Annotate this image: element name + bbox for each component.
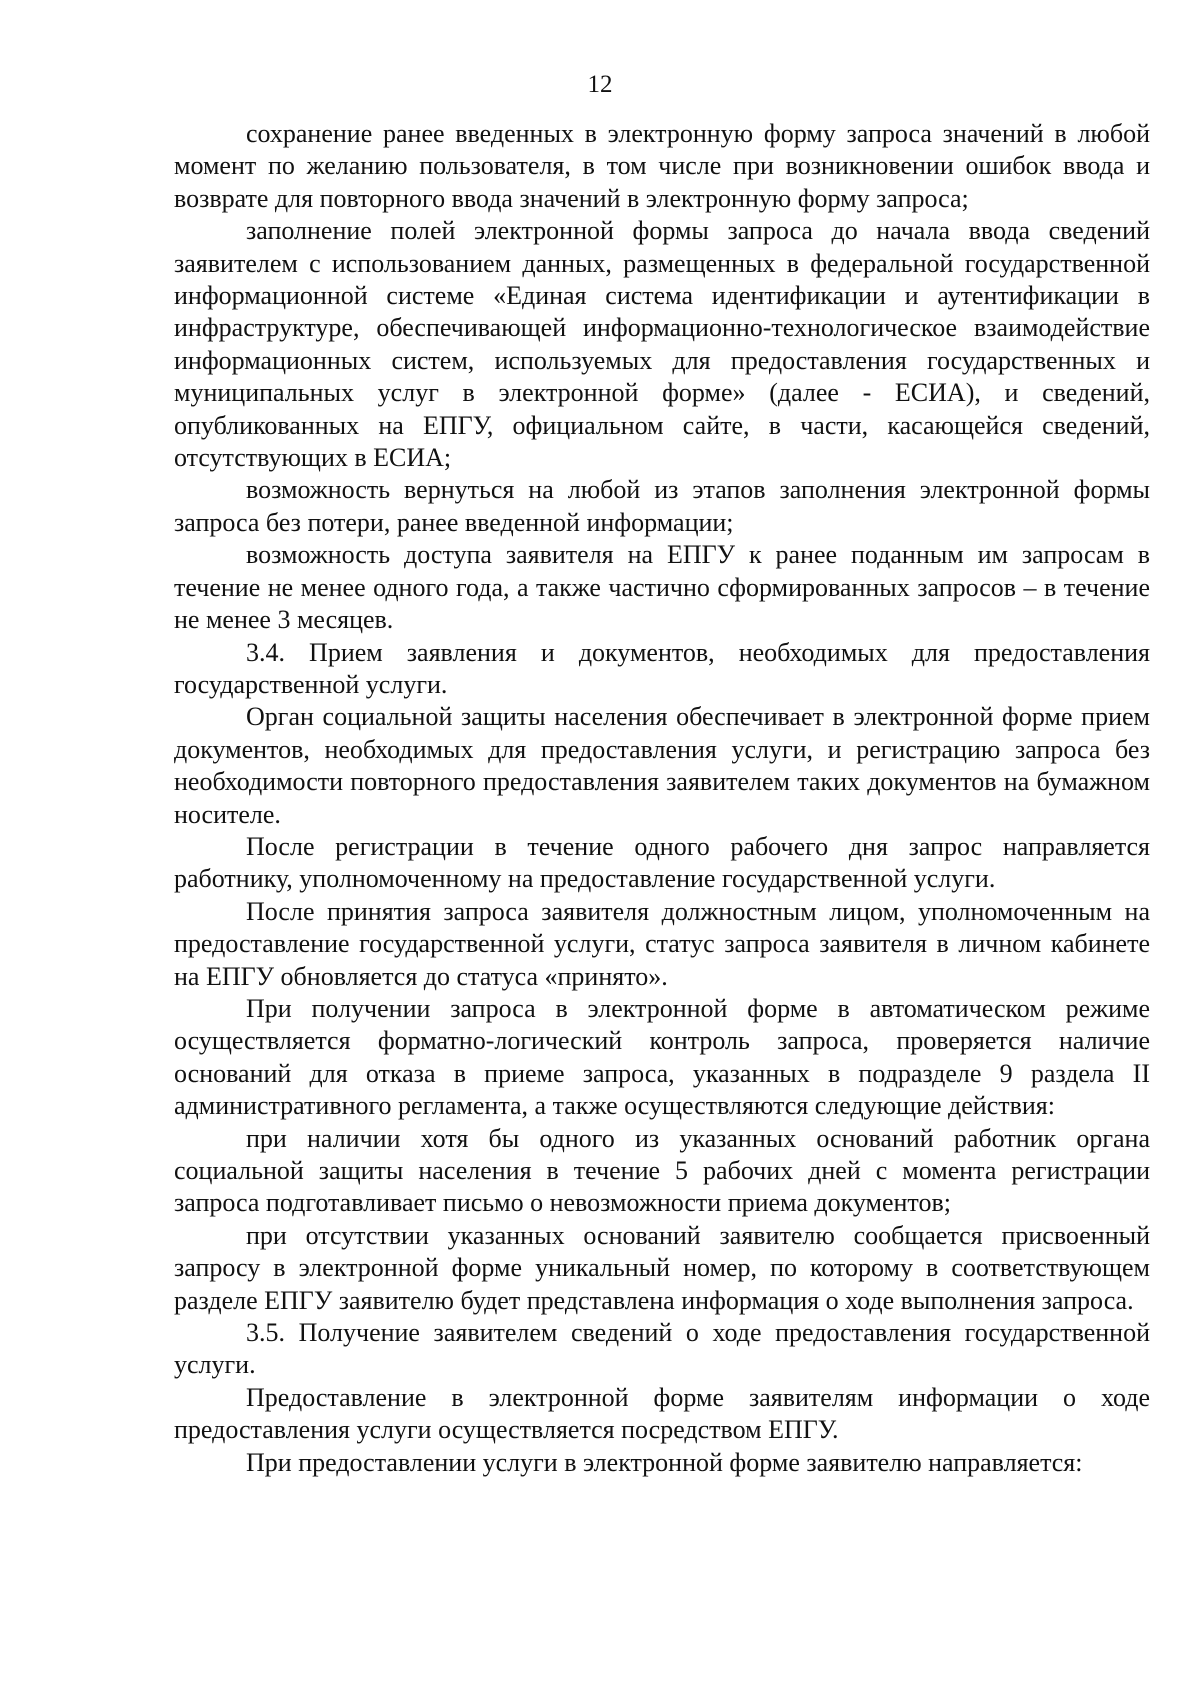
paragraph-sent-to-applicant: При предоставлении услуги в электронной форме заявителю направляется:	[246, 1447, 1083, 1477]
paragraph-after-registration: После регистрации в течение одного рабочего дня запрос направляется работнику, уполномоченному на предоставление государственной услуги.	[174, 831, 1150, 894]
page-number: 12	[587, 71, 613, 98]
document-body	[174, 118, 1150, 1479]
paragraph-status-accepted: После принятия запроса заявителя должностным лицом, уполномоченным на предоставление государственной услуги, статус запроса заявителя в личном кабинете на ЕПГУ обновляется до статуса «принято».	[174, 896, 1150, 991]
paragraph-info-via-epgu: Предоставление в электронной форме заявителям информации о ходе предоставления услуги осуществляется посредством ЕПГУ.	[174, 1382, 1150, 1445]
paragraph-saving-values: сохранение ранее введенных в электронную форму запроса значений в любой момент по желанию пользователя, в том числе при возникновении ошибок ввода и возврате для повторного ввода значений в электронную форму запроса;	[174, 119, 1150, 213]
paragraph-autofill-esia: заполнение полей электронной формы запроса до начала ввода сведений заявителем с использованием данных, размещенных в федеральной государственной информационной системе «Единая система идентификации и аутентификации в инфраструктуре, обеспечивающей информационно-технологическое взаимодействие информационных систем, используемых для предоставления государственных и муниципальных услуг в электронной форме» (далее - ЕСИА), и сведений, опубликованных на ЕПГУ, официальном сайте, в части, касающейся сведений, отсутствующих в ЕСИА;	[174, 216, 1150, 473]
paragraph-unique-number: при отсутствии указанных оснований заявителю сообщается присвоенный запросу в электронной форме уникальный номер, по которому в соответствующем разделе ЕПГУ заявителю будет представлена информация о ходе выполнения запроса.	[174, 1220, 1150, 1315]
paragraph-refusal-letter: при наличии хотя бы одного из указанных оснований работник органа социальной защиты населения в течение 5 рабочих дней с момента регистрации запроса подготавливает письмо о невозможности приема документов;	[174, 1123, 1150, 1218]
paragraph-electronic-acceptance: Орган социальной защиты населения обеспечивает в электронной форме прием документов, необходимых для предоставления услуги, и регистрацию запроса без необходимости повторного предоставления заявителем таких документов на бумажном носителе.	[174, 702, 1150, 829]
paragraph-format-logic-control: При получении запроса в электронной форме в автоматическом режиме осуществляется форматно-логический контроль запроса, проверяется наличие оснований для отказа в приеме запроса, указанных в подразделе 9 раздела II административного регламента, а также осуществляются следующие действия:	[174, 993, 1150, 1121]
paragraph-return-to-step: возможность вернуться на любой из этапов заполнения электронной формы запроса без потери, ранее введенной информации;	[174, 475, 1150, 537]
section-heading-3-5: 3.5. Получение заявителем сведений о ходе предоставления государственной услуги.	[174, 1318, 1150, 1380]
section-heading-3-4: 3.4. Прием заявления и документов, необходимых для предоставления государственной услуги.	[174, 637, 1150, 699]
paragraph-access-requests: возможность доступа заявителя на ЕПГУ к ранее поданным им запросам в течение не менее одного года, а также частично сформированных запросов – в течение не менее 3 месяцев.	[174, 540, 1150, 635]
